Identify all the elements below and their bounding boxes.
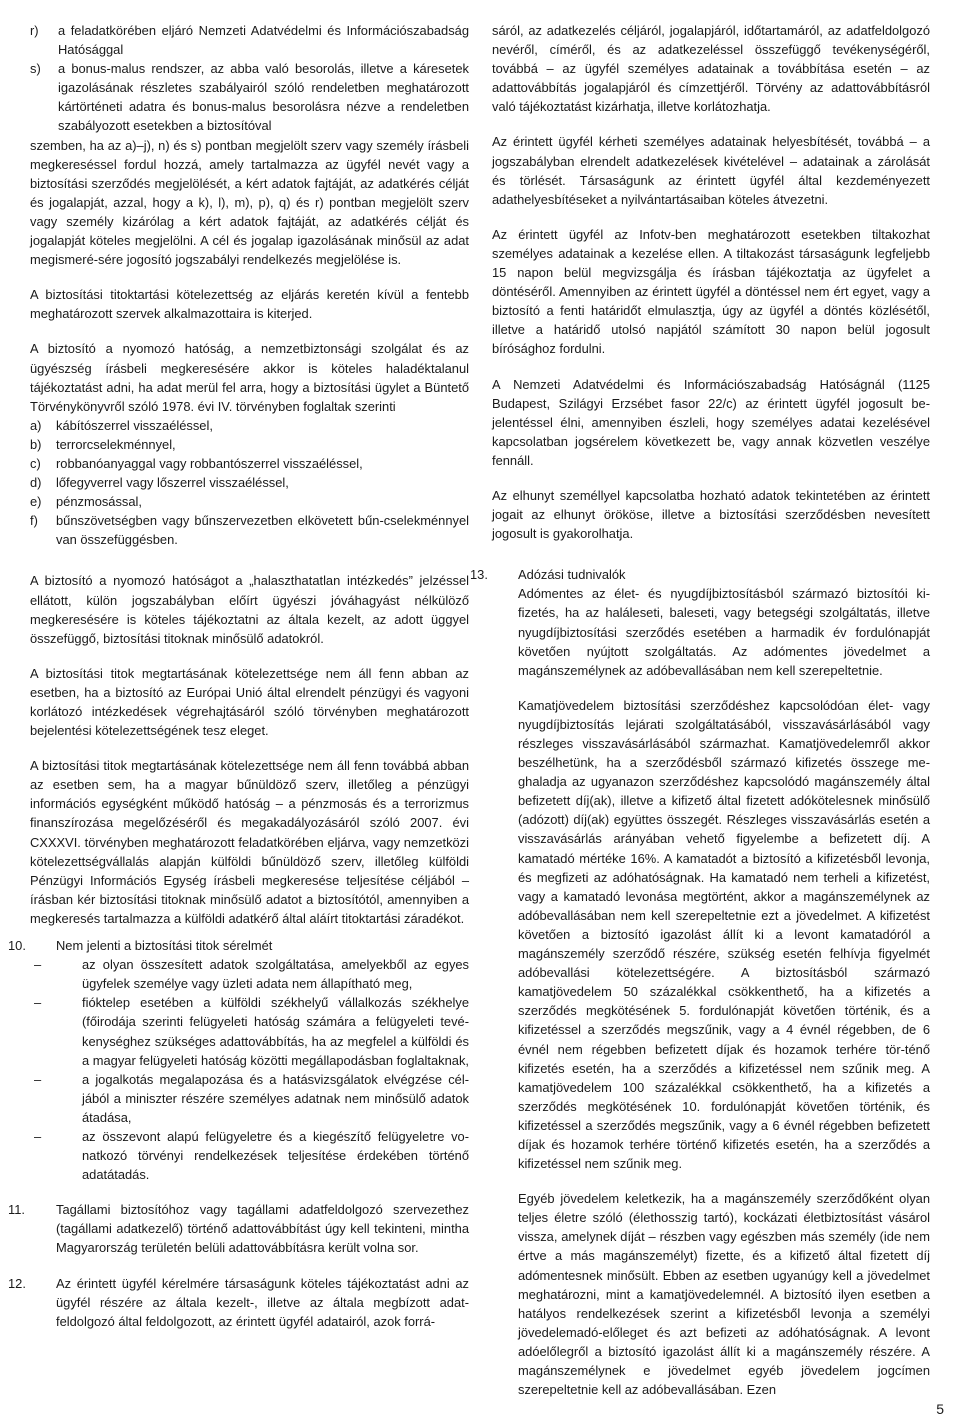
list-item: – az összevont alapú felügyeletre és a kiegészítő felügyeletre vonatkozó törvényi rendelkezések teljesítése érdekében történő adatátadás. [34, 1128, 469, 1183]
paragraph: Az érintett ügyfél az Infotv-ben meghatározott esetekben tiltakozhat személyes adatainak a kezelése ellen. A tiltakozást társaságunk legfeljebb 15 napon belül megvizsgálja és írásban tájékoztatja az ügyfelet a döntéséről. Amennyiben az érintett ügyfél a döntéssel nem ért egyet, vagy a biztosító a fenti határidőt elmulasztja, úgy az ügyfél a döntés közlésétől, illetve a határidő utolsó napjától számított 30 napon belül jogosult bírósághoz fordulni. [492, 226, 930, 357]
list-item: a) kábítószerrel visszaéléssel, [30, 417, 213, 433]
paragraph: A Nemzeti Adatvédelmi és Információszabadság Hatóságnál (1125 Budapest, Szilágyi Erzsébet fasor 22/c) az érintett ügyfél jogosult bejelentéssel élni, amennyiben észleli, hogy személyes adatai kezelésével kapcsolatban jogsérelem következett be, vagy annak közvetlen veszélye fennáll. [492, 376, 930, 468]
list-item-r: r) a feladatkörében eljáró Nemzeti Adatvédelmi és Információszabadság Hatósággal [30, 23, 469, 58]
paragraph: szemben, ha az a)–j), n) és s) pontban megjelölt szerv vagy személy írásbeli megkereséssel fordul hozzá, amely tartalmazza az ügyfél nevét vagy a biztosítási szerződés megjelölését, a kért adatok fajtáját, az adatkérés célját és jogalapját, azzal, hogy a k), l), m), p), q) és r) pontban megjelölt szerv vagy személy kizárólag a kért adatok fajtáját, az adatkérés célját és jogalapját köteles megjelölni. A cél és jogalap igazolásának minősül az adat megismeré-sére jogosító jogszabályi rendelkezés megjelölése is. [30, 137, 469, 268]
list-r-s [30, 21, 469, 136]
left-column [8, 21, 469, 1347]
list-item: d) lőfegyverrel vagy lőszerrel visszaéléssel, [30, 475, 289, 491]
paragraph: Kamatjövedelem biztosítási szerződéshez kapcsolódóan élet- vagy nyugdíjbiztosítás lejárati szolgáltatásából, visszavásárlásából vagy részleges visszavásárlásából származhat. Kamatjövedelemről akkor beszélhetünk, ha a szerződésből származó kifizetés összege meghaladja az ugyanazon szerződéshez kapcsolódó magánszemély által befizetett díj(ak), illetve a kifizető által fizetett adókötelesnek minősülő (adózott) díj(ak) együttes összegét. Részleges visszavásárlás esetén a visszavásárlás arányában vehető figyelembe a befizetett díj. A kamatadó mértéke 16%. A kamatadót a biztosító a kifizetésből levonja, és megfizeti az adóhatóságnak. Ha kamatadó nem terheli a kifizetést, vagy a kamatadó levonása megtörtént, akkor a magánszemélynek az adóbevallásában nem kell szerepeltetnie ezt a jövedelmet. A kifizetést követően a biztosító igazolást állít ki a levont kamatadóról a magánszemély szerződő részére, szükség esetén felhívja figyelmét adóbevallási kötelezettségére. A biztosításból származó kamatjövedelem 50 százalékkal csökkenthető, ha a kifizetés a szerződés megkötésének 5. fordulónapját követően történik, és a kifizetéssel a szerződés megszűnik, vagy a 4 évnél régebben, de 6 évnél nem régebben befizetett díjak és hozamok terhére tör-ténő kifizetés esetén, ha a szerződés a kifizetéssel nem szűnik meg. A kamatjövedelem 100 százalékkal csökkenthető, ha a kifizetés a szerződés megkötésének 10. fordulónapját követően történik, és kifizetéssel a szerződés megszűnik, vagy a 6 évnél régebben befizetett díjak és hozamok terhére történő kifizetés esetén, ha a szerződés a kifizetéssel nem szűnik meg. [518, 697, 930, 1172]
list-item: b) terrorcselekménnyel, [30, 436, 176, 452]
list-item: e) pénzmosással, [30, 494, 142, 510]
list-item: – fióktelep esetében a külföldi székhelyű vállalkozás székhelye (főirodája szerinti felügyeleti hatóság számára a felügyeleti tevékenységhez szükséges adattovábbítás, ha az megfelel a külföldi és a magyar felügyeleti hatóság közötti megállapodásban foglaltaknak, [34, 995, 469, 1068]
paragraph: Az elhunyt személlyel kapcsolatba hozható adatok tekintetében az érintett jogait az elhunyt örököse, illetve a biztosítási szerződésben nevesített jogosult is gyakorolhatja. [492, 487, 930, 542]
crime-list [30, 416, 469, 550]
paragraph: Egyéb jövedelem keletkezik, ha a magánszemély szerződőként olyan teljes életre szóló (élethosszig tartó), kockázati életbiztosítást vásárol vissza, amelynek díját – részben vagy egészben más személy (ide nem értve a más magánszemélyt) fizette, és a kifizető által fizetett díj adómentesnek minősült. Ebben az esetben ugyanúgy kell a jövedelmet meghatározni, mint a kamatjövedelemnél. A biztosító ilyen esetben a hatályos rendelkezések szerint a kifizetésből levonja a személyi jövedelemadó-előleget és azt befizeti az adóhatóságnak. A levont adóelőlegről a biztosító igazolást állít ki a magánszemély részére. A magánszemélynek e jövedelmet egyéb jövedelem jogcímen szerepeltetnie kell az adóbevallásában. Ezen [518, 1191, 930, 1398]
section-12: 12. Az érintett ügyfél kérelmére társaságunk köteles tájékoztatást adni az ügyfél részére az általa kezelt-, illetve az általa megbízott adatfeldolgozó által feldolgozott, az érintett ügyfél adatairól, azok forrá- [8, 1275, 469, 1329]
section-13-title: Adózási tudnivalók [518, 567, 626, 583]
paragraph: A biztosítási titok megtartásának kötelezettsége nem áll fenn abban az esetben, ha a biztosító az Európai Unió által elrendelt pénzügyi és vagyoni korlátozó intézkedések végrehajtásáról szóló törvényben meghatározott bejelentési kötelezettségének tesz eleget. [30, 665, 469, 739]
paragraph: A biztosítási titok megtartásának kötelezettsége nem áll fenn továbbá abban az esetben sem, ha a magyar bűnüldöző szerv, illetőleg a pénzügyi információs egységként működő hatóság – a pénzmosás és a terrorizmus finanszírozása megelőzéséről és megakadályozásáról szóló 2007. évi CXXXVI. törvényben meghatározott feladatkörében eljárva, vagy nemzetközi kötelezettségvállalás alapján külföldi bűnüldöző szerv, illetőleg külföldi Pénzügyi Információs Egység írásbeli megkeresése teljesítése céljából – írásban kér biztosítási titoknak minősülő adatot a biztosítótól, amennyiben a megkeresés tartalmazza a külföldi adatkérő által aláírt titoktartási záradékot. [30, 758, 469, 926]
list-item-s: s) a bonus-malus rendszer, az abba való besorolás, illetve a káresetek igazolásának részletes szabályairól szóló rendeletben meghatározott kártörténeti adatra és bonus-malus besorolásra nézve a rendeletben szabályozott esetekben a biztosítóval [30, 61, 469, 134]
paragraph: A biztosítási titoktartási kötelezettség az eljárás keretén kívül a fentebb meghatározott szervek alkalmazottaira is kiterjed. [30, 287, 469, 322]
list-item: f) bűnszövetségben vagy bűnszervezetben elkövetett bűn-cselekménnyel van összefüggésben. [30, 513, 469, 548]
list-item: – a jogalkotás megalapozása és a hatásvizsgálatok elvégzése céljából a miniszter részére személyes adatnak nem minősülő adatok átadása, [34, 1071, 469, 1125]
paragraph: Az érintett ügyfél kérheti személyes adatainak helyesbítését, továbbá – a jogszabályban elrendelt adatkezelések kivételével – adatainak a zárolását és törlését. Társaságunk az érintett ügyfél által kezdeményezett adathelyesbítéseket a nyilvántartásaiban köteles átvezetni. [492, 134, 930, 207]
section-13: 13. Adózási tudnivalók Adómentes az élet- és nyugdíjbiztosításból származó biztosítói kifizetés, ha az haláleseti, baleseti, vagy betegségi szolgáltatás, illetve nyugdíjbiztosítási szerződés esetében a harmadik év fordulónapját követően nyújtott szolgáltatás. Az adómentes jövedelmet a magánszemélynek az adóbevallásában nem kell szerepeltetnie. Kamatjövedelem biztosítási szerződéshez kapcsolódóan élet- vagy nyugdíjbiztosítás lejárati szolgáltatásából, visszavásárlásából vagy részleges visszavásárlásából származhat. Kamatjövedelemről akkor beszélhetünk, ha a szerződésből származó kifizetés összege meghaladja az ugyanazon szerződéshez kapcsolódó magánszemély által befizetett díj(ak), illetve a kifizető által fizetett adókötelesnek minősülő (adózott) díj(ak) együttes összegét. Részleges visszavásárlás esetén a visszavásárlás arányában vehető figyelembe a befizetett díj. A kamatadó mértéke 16%. A kamatadót a biztosító a kifizetésből levonja, és megfizeti az adóhatóságnak. Ha kamatadó nem terheli a kifizetést, vagy a kamatadó levonása megtörtént, akkor a magánszemélynek az adóbevallásában nem kell szerepeltetnie ezt a jövedelmet. A kifizetést követően a biztosító igazolást állít ki a levont kamatadóról a magánszemély szerződő részére, szükség esetén felhívja figyelmét adóbevallási kötelezettségére. A biztosításból származó kamatjövedelem 50 százalékkal csökkenthető, ha a kifizetés a szerződés megkötésének 5. fordulónapját követően történik, és a kifizetéssel a szerződés megszűnik, vagy a 4 évnél régebben, de 6 évnél nem régebben befizetett díjak és hozamok terhére tör-ténő kifizetés esetén, ha a szerződés a kifizetéssel nem szűnik meg. A kamatjövedelem 100 százalékkal csökkenthető, ha a kifizetés a szerződés megkötésének 10. fordulónapját követően történik, és kifizetéssel a szerződés megszűnik, vagy a 6 évnél régebben befizetett díjak és hozamok terhére történő kifizetés esetén, ha a szerződés a kifizetéssel nem szűnik meg. Egyéb jövedelem keletkezik, ha a magánszemély szerződőként olyan teljes életre szóló (élethosszig tartó), kockázati életbiztosítást vásárol vissza, amelynek díját – részben vagy egészben más személy (ide nem értve a más magánszemélyt) fizette, és a kifizető által fizetett díj adómentesnek minősült. Ebben az esetben ugyanúgy kell a jövedelmet meghatározni, mint a kamatjövedelemnél. A biztosító ilyen esetben a hatályos rendelkezések szerint a kifizetésből levonja a személyi jövedelemadó-előleget és azt befizeti az adóhatóságnak. A levont adóelőlegről a biztosító igazolást állít ki a magánszemély részére. A magánszemélynek e jövedelmet egyéb jövedelem jogcímen szerepeltetnie kell az adóbevallásában. Ezen [492, 565, 930, 1399]
section-11: 11. Tagállami biztosítóhoz vagy tagállami adatfeldolgozó szervezethez (tagállami adatkezelő) történő adattovábbítást úgy kell tekinteni, mintha Magyarország területén belüli adattovábbításra került volna sor. [8, 1202, 469, 1256]
right-column [470, 21, 930, 1415]
paragraph: sáról, az adatkezelés céljáról, jogalapjáról, időtartamáról, az adatfeldolgozó nevéről, címéről, és az adatkezeléssel összefüggő tevékenységéről, továbbá – az ügyfél személyes adatainak a továbbítása esetén – az adattovábbítás jogalapjáról és címzettjéről. Törvény az adattovábbításról való tájékoztatást kizárhatja, illetve korlátozhatja. [492, 23, 930, 115]
paragraph: A biztosító a nyomozó hatóságot a „halaszthatatlan intézkedés” jelzéssel ellátott, külön jogszabályban előírt ügyészi jóváhagyást nélkülöző megkeresésére is köteles tájékoztatni az általa kezelt, az adott üggyel összefüggő, biztosítási titoknak minősülő adatokról. [30, 573, 469, 646]
list-item: c) robbanóanyaggal vagy robbantószerrel visszaéléssel, [30, 455, 363, 471]
page-number: 5 [936, 1401, 944, 1417]
list-item: – az olyan összesített adatok szolgáltatása, amelyekből az egyes ügyfelek személye vagy üzleti adata nem állapítható meg, [34, 957, 469, 992]
section-10: 10. Nem jelenti a biztosítási titok sérelmét – az olyan összesített adatok szolgáltatása, amelyekből az egyes ügyfelek személye vagy üzleti adata nem állapítható meg, – fióktelep esetében a külföldi székhelyű vállalkozás székhelye (főirodája szerinti felügyeleti hatóság számára a felügyeleti tevékenységhez szükséges adattovábbítás, ha az megfelel a külföldi és a magyar felügyeleti hatóság közötti megállapodásban foglaltaknak, – a jogalkotás megalapozása és a hatásvizsgálatok elvégzése céljából a miniszter részére személyes adatnak nem minősülő adatok átadása, – az összevont alapú felügyeletre és a kiegészítő felügyeletre vonatkozó törvényi rendelkezések teljesítése érdekében történő adatátadás. [30, 936, 469, 1184]
paragraph: A biztosító a nyomozó hatóság, a nemzetbiztonsági szolgálat és az ügyészség írásbeli megkeresésére akkor is köteles haladéktalanul tájékoztatást adni, ha adat merül fel arra, hogy a biztosítási ügylet a Büntető Törvénykönyvről szóló 1978. évi IV. törvényben foglaltak szerinti [30, 341, 469, 414]
section-10-title: Nem jelenti a biztosítási titok sérelmét [56, 938, 273, 954]
paragraph: Adómentes az élet- és nyugdíjbiztosításból származó biztosítói kifizetés, ha az haláleseti, baleseti, vagy betegségi szolgáltatás, illetve nyugdíjbiztosítási szerződés esetében a harmadik év fordulónapját követően nyújtott szolgáltatás. Az adómentes jövedelmet a magánszemélynek az adóbevallásában nem kell szerepeltetnie. [518, 586, 930, 678]
dash-list [34, 955, 469, 1184]
